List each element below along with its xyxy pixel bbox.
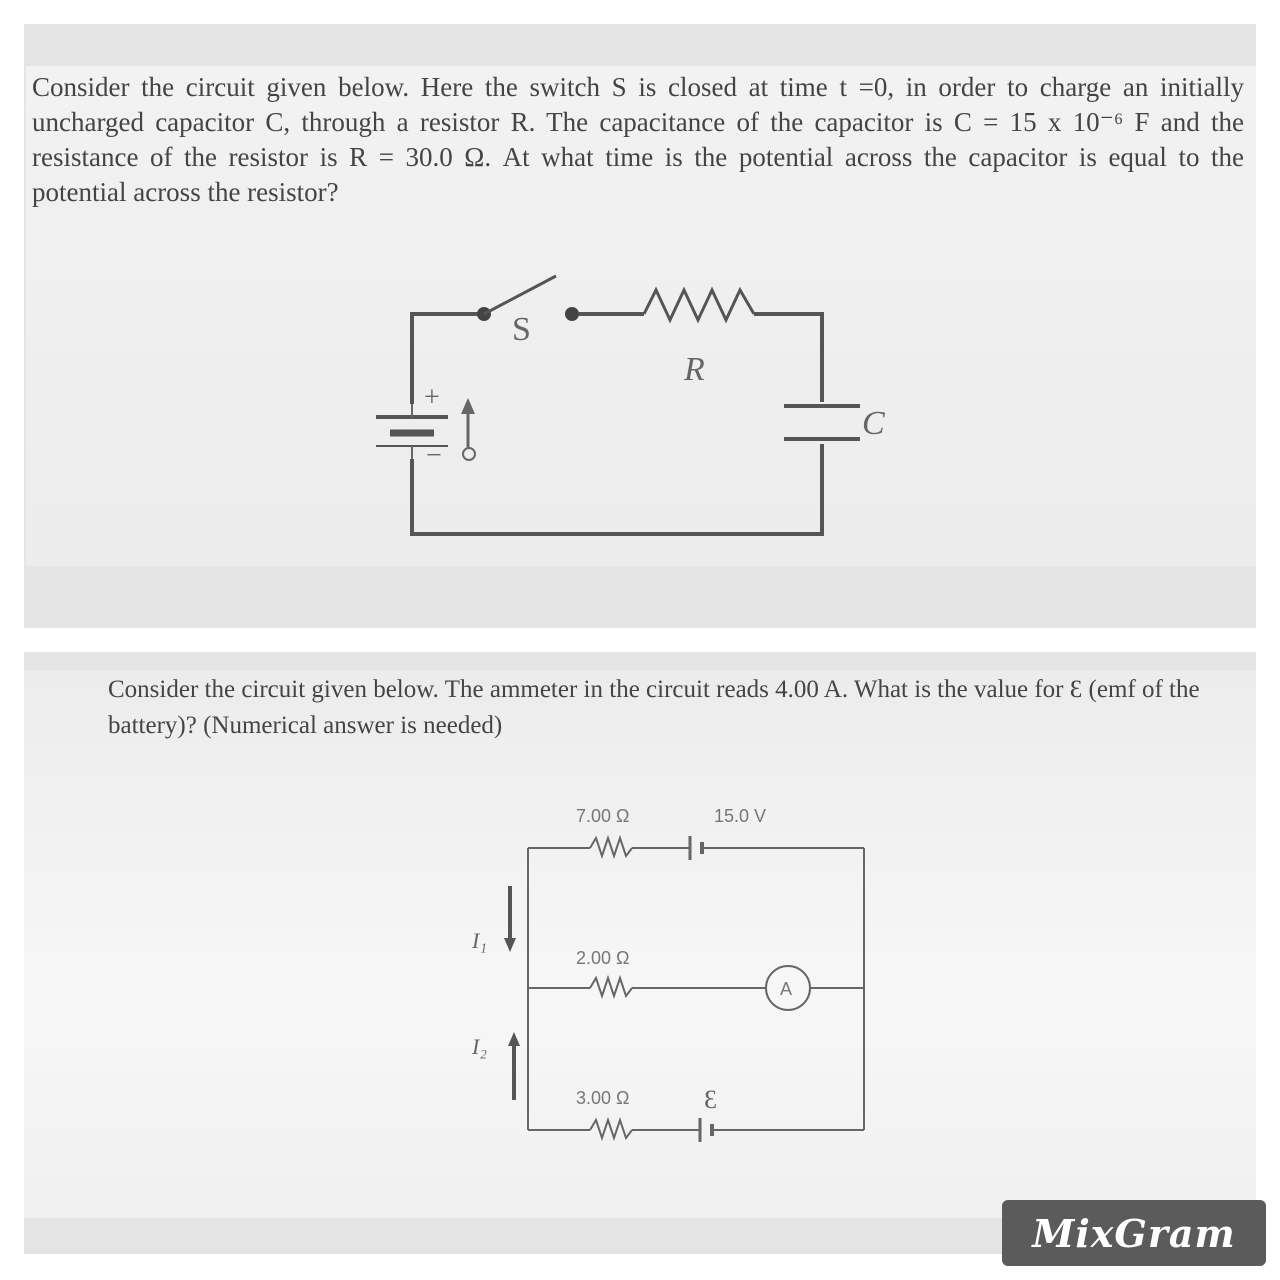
mixgram-watermark [1002,1200,1266,1266]
current-2-arrow-head [508,1032,520,1046]
capacitor-label: C [862,405,885,442]
bottom-resistor-zigzag [590,1120,632,1138]
switch-label: S [512,311,531,348]
battery-minus-sign: − [426,440,442,471]
question-1-panel [24,24,1256,628]
current-2-label: I₂ [472,1034,487,1059]
current-arrow-head [461,398,475,414]
rc-circuit-diagram [24,24,1256,628]
middle-resistor-label: 2.00 Ω [576,948,630,968]
question-2-panel [24,652,1256,1254]
switch-lever [484,276,556,314]
rc-wire-left [412,314,482,404]
resistor-zigzag [644,290,754,320]
multiloop-circuit-diagram [24,652,1256,1254]
question-2-text: Consider the circuit given below. The ammeter in the circuit reads 4.00 A. What is the value for Ɛ (emf of the battery)? (Numerical answer is needed) [108,676,1200,739]
top-resistor-label: 7.00 Ω [576,806,630,826]
middle-resistor-zigzag [590,978,632,996]
switch-contact [565,307,579,321]
current-arrow-tail [463,448,475,460]
rc-wire-top-right [754,314,822,402]
watermark-text: MixGram [1032,1210,1236,1256]
current-1-label: I₁ [472,928,487,953]
top-resistor-zigzag [590,838,632,856]
resistor-label: R [684,351,705,388]
bottom-battery-label: Ɛ [704,1085,718,1114]
battery-plus-sign: + [424,382,440,413]
bottom-resistor-label: 3.00 Ω [576,1088,630,1108]
ammeter-label: A [780,979,793,999]
top-battery-label: 15.0 V [714,806,767,826]
question-1-text: Consider the circuit given below. Here the switch S is closed at time t =0, in order to charge an initially uncharged capacitor C, through a resistor R. The capacitance of the capacitor is C = 15 x 10⁻⁶ F and the resistance of the resistor is R = 30.0 Ω. At what time is the potential across the capacitor is equal to the potential across the resistor? [32,72,1244,207]
current-1-arrow-head [504,938,516,952]
